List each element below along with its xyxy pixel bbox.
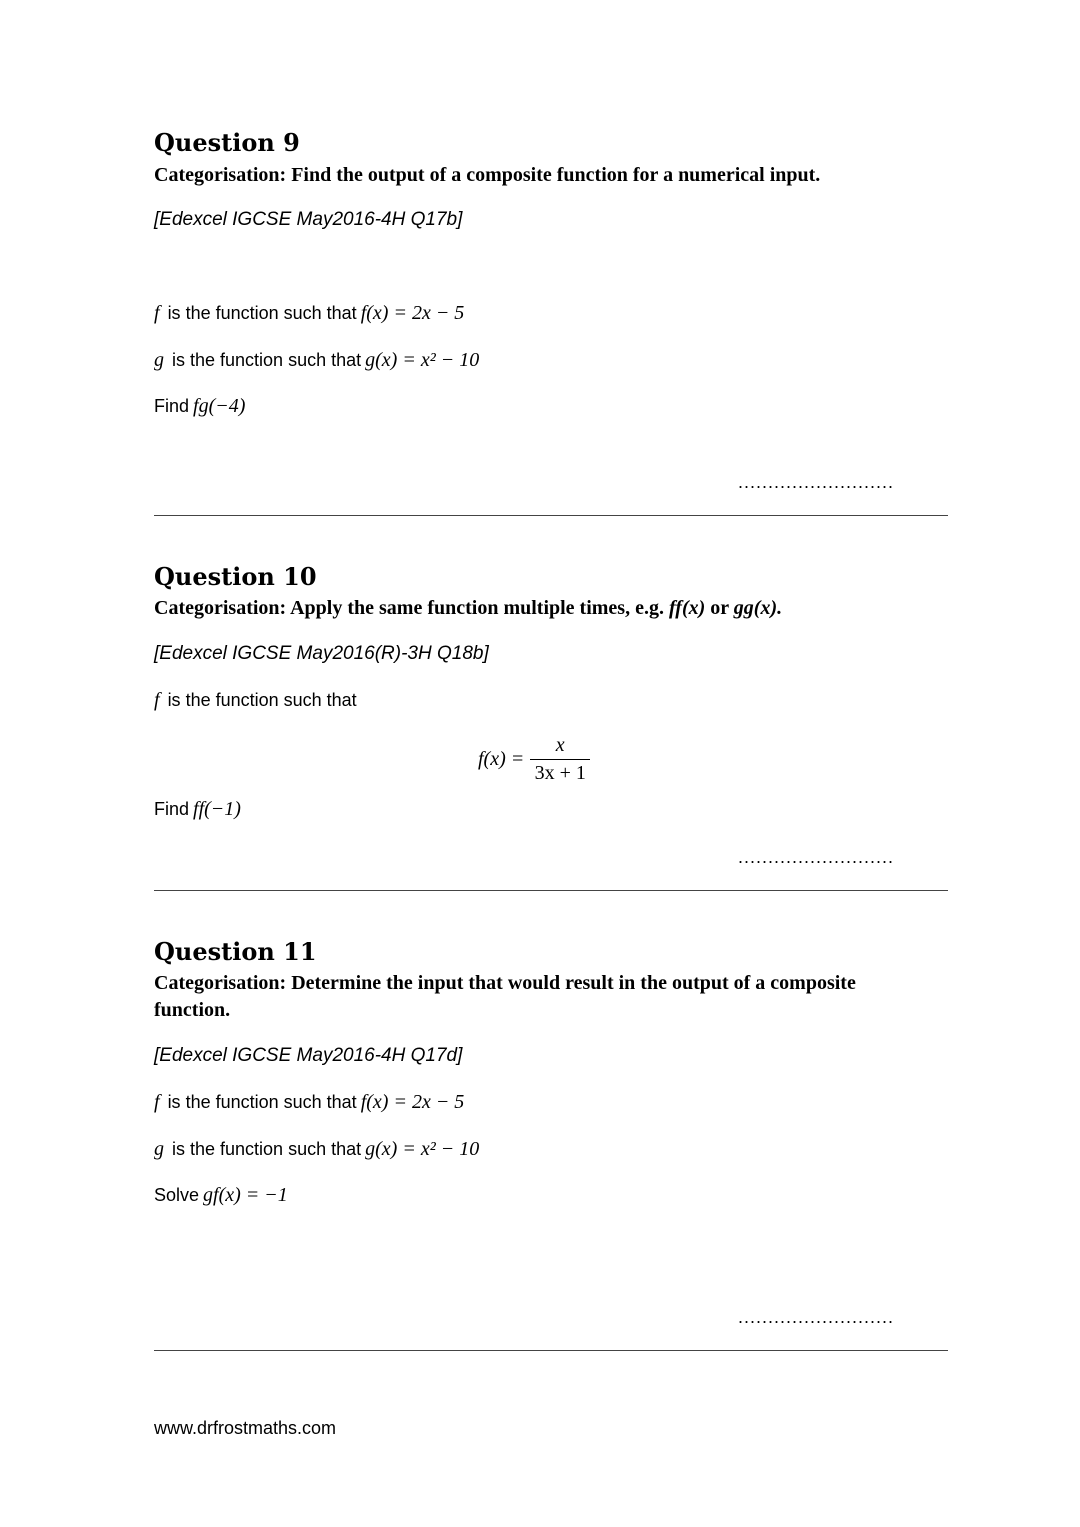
question-9-answer-line[interactable]: .......................... — [738, 472, 895, 492]
question-9-g-definition — [154, 349, 479, 372]
task-math: ff(−1) — [193, 798, 241, 820]
text: is the function such that — [167, 1092, 357, 1112]
question-11-g-definition — [154, 1138, 479, 1161]
task-label: Solve — [154, 1185, 200, 1205]
question-10-categorisation — [154, 597, 782, 620]
var: g — [154, 1138, 164, 1160]
var: f — [154, 689, 160, 711]
task-math: fg(−4) — [193, 395, 246, 417]
divider — [154, 1350, 948, 1351]
fraction — [530, 734, 590, 785]
math: f(x) = 2x − 5 — [360, 302, 465, 324]
question-9-title: Question 9 — [154, 128, 300, 157]
task-label: Find — [154, 396, 190, 416]
text: is the function such that — [167, 303, 357, 323]
question-11-answer-line[interactable]: .......................... — [738, 1307, 895, 1327]
question-9-reference: [Edexcel IGCSE May2016-4H Q17b] — [154, 209, 463, 230]
math: f(x) = 2x − 5 — [360, 1091, 465, 1113]
var: f — [154, 302, 160, 324]
question-10-reference: [Edexcel IGCSE May2016(R)-3H Q18b] — [154, 643, 489, 664]
categorisation-text: Categorisation: Apply the same function multiple times, e.g. — [154, 597, 664, 619]
question-9-f-definition — [154, 302, 464, 325]
divider — [154, 890, 948, 891]
categorisation-math: ff(x) — [668, 597, 706, 619]
divider — [154, 515, 948, 516]
var: g — [154, 349, 164, 371]
numerator: x — [530, 734, 590, 760]
question-11-categorisation-line1: Categorisation: Determine the input that would result in the output of a composite — [154, 972, 856, 994]
task-label: Find — [154, 799, 190, 819]
footer-url[interactable]: www.drfrostmaths.com — [154, 1418, 337, 1438]
task-math: gf(x) = −1 — [203, 1184, 288, 1206]
question-11-title: Question 11 — [154, 937, 317, 966]
question-11-f-definition — [154, 1091, 464, 1114]
question-11-reference: [Edexcel IGCSE May2016-4H Q17d] — [154, 1045, 463, 1066]
text: is the function such that — [172, 1139, 362, 1159]
text: is the function such that — [167, 690, 357, 710]
text: is the function such that — [172, 350, 362, 370]
question-10-formula — [478, 734, 590, 785]
question-9-categorisation: Categorisation: Find the output of a composite function for a numerical input. — [154, 164, 821, 186]
formula-lhs: f(x) = — [478, 748, 525, 770]
math: g(x) = x² − 10 — [365, 1138, 480, 1160]
question-9-task — [154, 395, 245, 418]
question-11-task — [154, 1184, 288, 1207]
question-10-answer-line[interactable]: .......................... — [738, 847, 895, 867]
categorisation-or: or — [710, 597, 729, 619]
categorisation-math2: gg(x). — [733, 597, 783, 619]
question-10-title: Question 10 — [154, 562, 317, 591]
question-10-f-definition — [154, 689, 357, 712]
var: f — [154, 1091, 160, 1113]
question-11-categorisation-line2: function. — [154, 999, 231, 1021]
math: g(x) = x² − 10 — [365, 349, 480, 371]
denominator: 3x + 1 — [534, 762, 586, 784]
question-10-task — [154, 798, 241, 821]
